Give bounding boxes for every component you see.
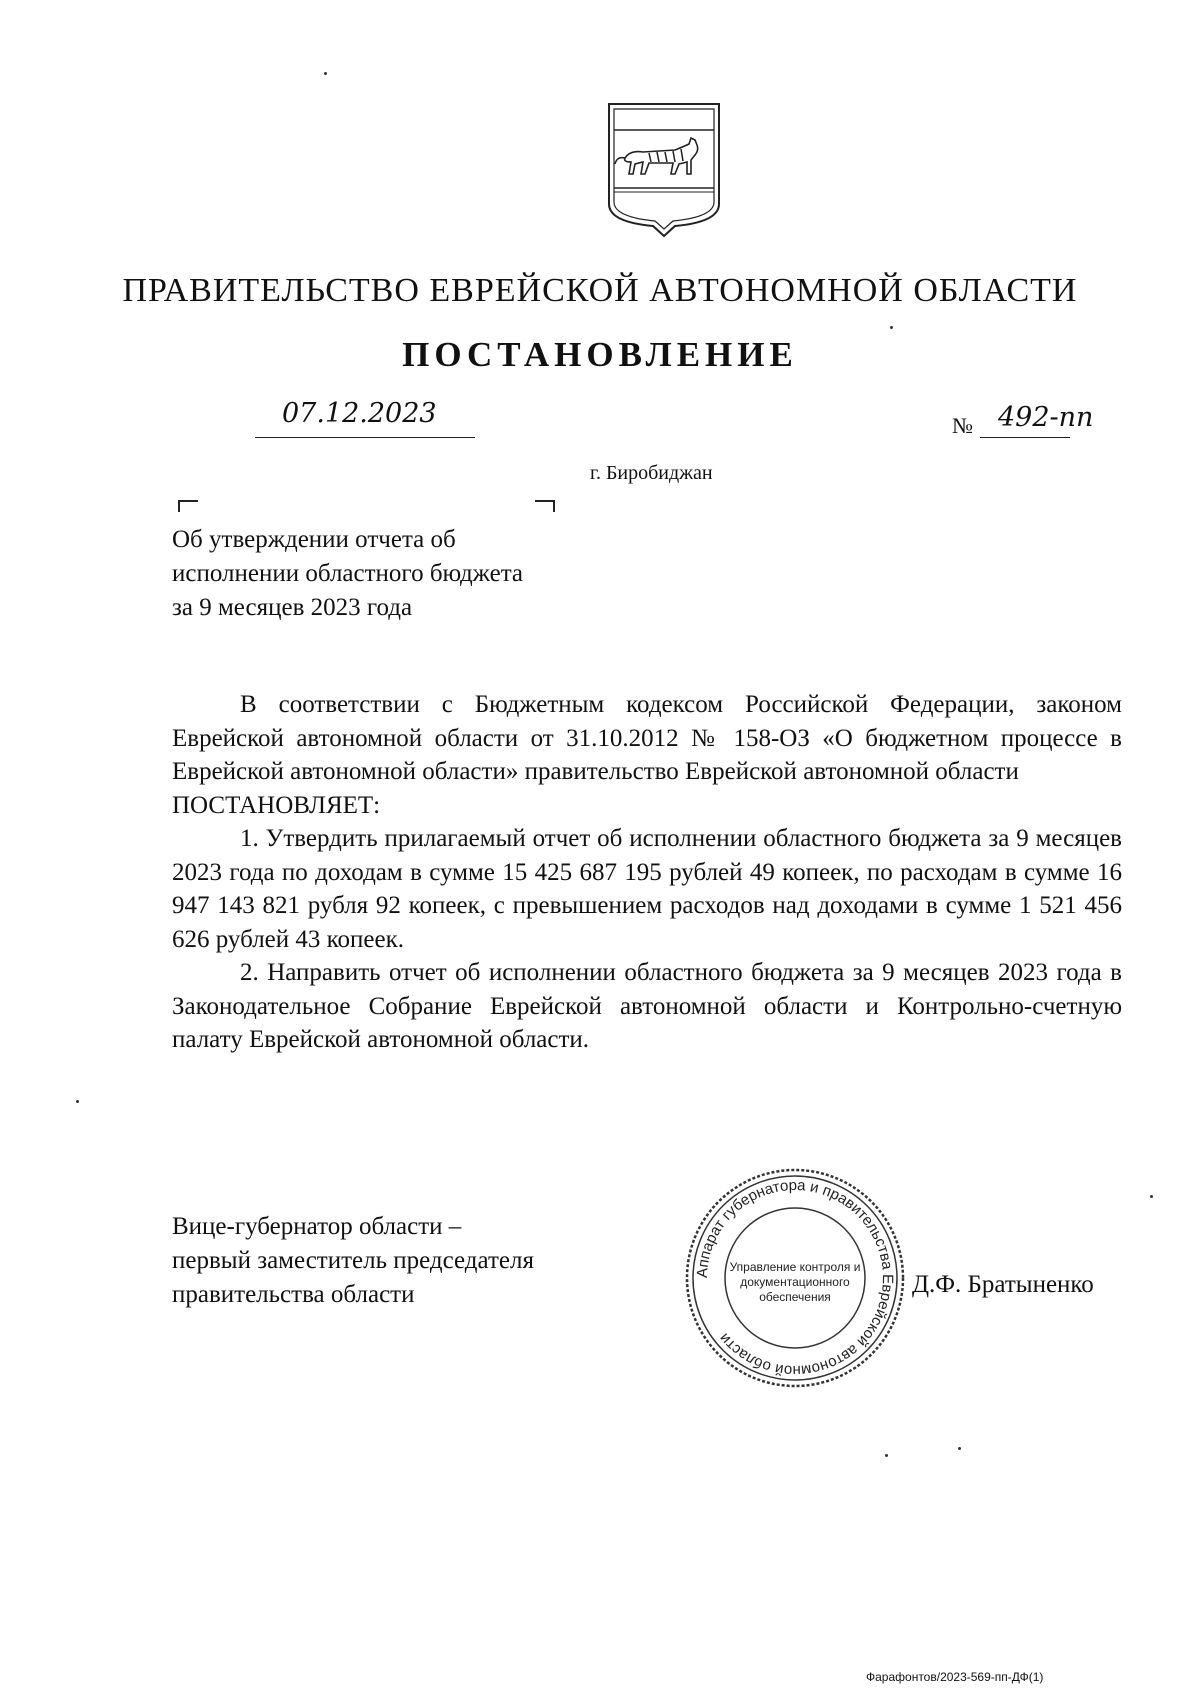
subject-line: Об утверждении отчета об <box>172 526 456 553</box>
document-type: ПОСТАНОВЛЕНИЕ <box>402 335 798 374</box>
date-underline <box>255 437 475 438</box>
scan-speck <box>324 72 327 75</box>
subject-line: исполнении областного бюджета <box>172 560 524 587</box>
document-subject <box>172 523 612 625</box>
city-label: г. Биробиджан <box>590 462 713 484</box>
coat-of-arms-icon <box>605 100 723 240</box>
official-stamp <box>680 1163 910 1393</box>
decree-item-2: 2. Направить отчет об исполнении областного бюджета за 9 месяцев 2023 года в Законодательное Собрание Еврейской автономной области и Контрольно-счетную палату Еврейской автономной области. <box>172 959 1122 1053</box>
scan-speck <box>1150 1195 1153 1198</box>
scan-speck <box>76 1100 79 1103</box>
footer-code: Фарафонтов/2023-569-пп-ДФ(1) <box>866 1670 1044 1684</box>
subject-corner-right <box>535 500 555 512</box>
document-body <box>172 688 1122 1057</box>
scan-speck <box>958 1447 961 1450</box>
signatory-title <box>172 1210 632 1312</box>
scan-speck <box>890 326 893 329</box>
signatory-title-line: правительства области <box>172 1281 415 1308</box>
subject-line: за 9 месяцев 2023 года <box>172 594 413 621</box>
decree-word: ПОСТАНОВЛЯЕТ: <box>172 791 381 819</box>
signatory-title-line: первый заместитель председателя <box>172 1247 534 1274</box>
handwritten-date: 07.12.2023 <box>282 398 437 429</box>
stamp-inner-line: Управление контроля и <box>729 1260 861 1274</box>
organization-title: ПРАВИТЕЛЬСТВО ЕВРЕЙСКОЙ АВТОНОМНОЙ ОБЛАСТИ <box>122 272 1078 309</box>
number-underline <box>980 437 1070 438</box>
stamp-outer-text: Аппарат губернатора и правительства Еврейской автономной области <box>693 1176 897 1380</box>
signatory-title-line: Вице-губернатор области – <box>172 1213 462 1240</box>
stamp-inner-line: обеспечения <box>759 1290 831 1304</box>
scan-speck <box>885 1454 888 1457</box>
preamble-paragraph: В соответствии с Бюджетным кодексом Российской Федерации, законом Еврейской автономной области от 31.10.2012 № 158-ОЗ «О бюджетном процессе в Еврейской автономной области» правительство Еврейской автономной области <box>172 691 1122 785</box>
number-label: № <box>952 413 973 438</box>
stamp-inner-line: документационного <box>740 1275 850 1289</box>
decree-item-1: 1. Утвердить прилагаемый отчет об исполнении областного бюджета за 9 месяцев 2023 года по доходам в сумме 15 425 687 195 рублей 49 копеек, по расходам в сумме 16 947 143 821 рубля 92 копеек, с превышением расходов над доходами в сумме 1 521 456 626 рублей 43 копеек. <box>172 825 1122 953</box>
signatory-name: Д.Ф. Братыненко <box>912 1271 1094 1298</box>
subject-corner-left <box>178 500 198 512</box>
handwritten-document-number: 492-пп <box>998 402 1094 433</box>
